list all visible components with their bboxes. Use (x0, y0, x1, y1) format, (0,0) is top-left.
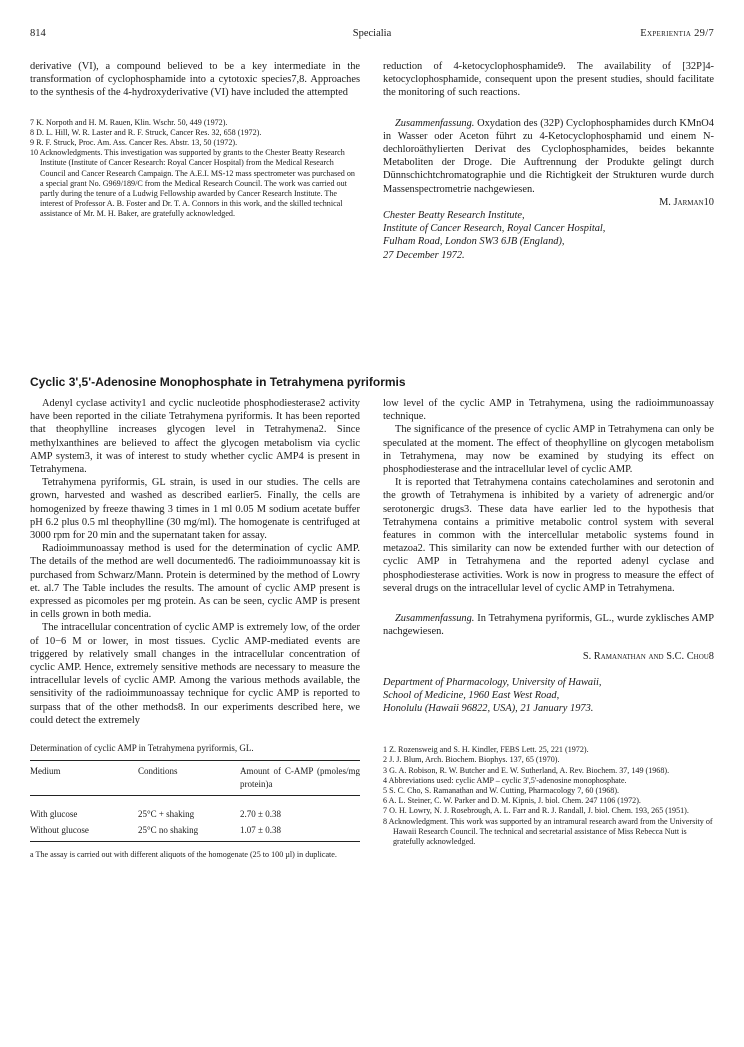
cell-amount: 2.70 ± 0.38 (240, 809, 281, 820)
affiliation-line: Chester Beatty Research Institute, (383, 210, 525, 222)
reference-item: 8 Acknowledgment. This work was supported by an intramural research award from the University of Hawaii Research Council. The technical and secretarial assistance of Miss Rebecca Nutt is gratefully acknowledged. (383, 816, 713, 847)
table-caption: Determination of cyclic AMP in Tetrahymena pyriformis, GL. (30, 743, 254, 754)
header-conditions: Conditions (138, 761, 240, 796)
summary-label: Zusammenfassung. (395, 117, 475, 129)
body-paragraph: It is reported that Tetrahymena contains catecholamines and serotonin and the growth of Tetrahymena is inhibited by a variety of adrenergic and/or serotonergic drugs3. These data have earlier led to the hypothesis that Tetrahymena contains a primitive metabolic control system with several features in common with the intercellular metabolic systems found in metazoa2. This similarity can now be extended further with our detection of cyclic AMP in Tetrahymena and the reported adenyl cyclase and phosphodiesterase activities. Work is now in progress to measure the effect of several drugs on the intracellular level of cyclic AMP in Tetrahymena. (383, 477, 714, 594)
section-title: Specialia (352, 28, 392, 39)
affiliation-line: Institute of Cancer Research, Royal Cancer Hospital, (383, 223, 606, 235)
body-paragraph: low level of the cyclic AMP in Tetrahymena, using the radioimmunoassay technique. (383, 398, 714, 423)
affiliation-line: Department of Pharmacology, University of Hawaii, (383, 676, 602, 688)
cell-medium: Without glucose (30, 823, 138, 842)
footnote-item: 7 K. Norpoth and H. M. Rauen, Klin. Wschr. 50, 449 (1972). (30, 117, 228, 127)
summary-text: In Tetrahymena pyriformis, GL., wurde zyklisches AMP nachgewiesen. (383, 613, 714, 638)
footnote-item: 10 Acknowledgments. This investigation was supported by grants to the Chester Beatty Research Institute (Institute of Cancer Research: Royal Cancer Hospital) from the Medical Research Council and Cancer Research Campaign. The A.E.I. MS-12 mass spectrometer was purchased on a special grant No. G969/189/C from the Medical Research Council. The work was carried out partly during the tenure of a Ludwig Fellowship awarded by Cancer Research Institute. The interest of Professor A. B. Foster and Dr. T. A. Connors in this work, and the skilled technical assistance of Mr. M. H. Baker, are gratefully acknowledged. (30, 148, 355, 219)
journal-reference: Experientia 29/7 (640, 28, 714, 39)
reference-item: 3 G. A. Robison, R. W. Butcher and E. W. Sutherland, A. Rev. Biochem. 37, 149 (1968). (383, 765, 670, 775)
article-title: Cyclic 3',5'-Adenosine Monophosphate in Tetrahymena pyriformis (30, 375, 406, 389)
affiliation-line: Fulham Road, London SW3 6JB (England), (383, 236, 565, 248)
top-left-column (30, 60, 360, 220)
summary-label: Zusammenfassung. (395, 613, 475, 625)
cell-medium: With glucose (30, 809, 78, 820)
continued-paragraph: reduction of 4-ketocyclophosphamide9. The availability of [32P]4-ketocyclophosphamide, consequent upon the present studies, should facilitate the monitoring of such reactions. (383, 61, 714, 99)
article-right-column (383, 397, 714, 847)
affiliation-line: School of Medicine, 1960 East West Road, (383, 689, 560, 701)
reference-item: 4 Abbreviations used: cyclic AMP – cyclic 3',5'-adenosine monophosphate. (383, 775, 627, 785)
affiliation (383, 209, 714, 262)
table-header-row (30, 761, 360, 796)
results-table-block (30, 743, 360, 860)
footnote-item: 9 R. F. Struck, Proc. Am. Ass. Cancer Res. Abstr. 13, 50 (1972). (30, 138, 238, 148)
header-amount: Amount of C-AMP (pmoles/mg protein)a (240, 761, 360, 796)
summary-paragraph (383, 117, 714, 196)
table-row (30, 823, 360, 842)
running-header (30, 28, 714, 42)
cell-conditions: 25°C + shaking (138, 809, 195, 820)
affiliation (383, 676, 714, 716)
body-paragraph: Tetrahymena pyriformis, GL strain, is used in our studies. The cells are grown, harvested and washed as described earlier5. Finally, the cells are homogenized by freeze thawing 3 times in 1 ml 0.05 M sodium acetate buffer pH 6.2 plus 0.5 ml theophylline (30 mg/ml). The homogenate is centrifuged at 3000 rpm for 20 min and the supernatant taken for assay. (30, 477, 360, 542)
body-paragraph: The intracellular concentration of cyclic AMP is extremely low, of the order of 10−6 M or lower, in most tissues. Cyclic AMP-mediated events are triggered by relatively small changes in the intracellular concentration of cyclic AMP. Hence, extremely sensitive methods are necessary to measure the intracellular levels of cyclic AMP. Among the various methods available, the sensitivity of the radioimmunoassay technique for cyclic AMP is reported to surpass that of the other methods8. In our experiments described here, we could detect the extremely (30, 622, 360, 726)
page-number: 814 (30, 28, 46, 39)
reference-item: 1 Z. Rozensweig and S. H. Kindler, FEBS Lett. 25, 221 (1972). (383, 745, 589, 755)
footnotes-prev-article (30, 118, 360, 220)
body-paragraph: Adenyl cyclase activity1 and cyclic nucleotide phosphodiesterase2 activity have been reported in the ciliate Tetrahymena pyriformis. It has been reported that theophylline increases glycogen level in Tetrahymena2. Since methylxanthines are believed to affect the glycogen metabolism via cyclic AMP system3, it was of interest to study whether cyclic AMP4 is present in Tetrahymena. (30, 398, 360, 476)
cell-conditions: 25°C no shaking (138, 823, 240, 842)
reference-item: 5 S. C. Cho, S. Ramanathan and W. Cutting, Pharmacology 7, 60 (1968). (383, 786, 620, 796)
summary-text: Oxydation des (32P) Cyclophosphamides durch KMnO4 in Wasser oder Aceton führt zu 4-Ketocyclophosphamid und einem N-dechloroäthylierten Derivat des Cyclophosphamides, beides bekannte Metaboliten der Droge. Die Auftrennung der Produkte gelingt durch Dünnschichtchromatographie und die Richtigkeit der Strukturen wurde durch Massenspectrometrie nachgewiesen. (383, 117, 714, 195)
references (383, 745, 714, 847)
table-row (30, 796, 360, 823)
reference-item: 6 A. L. Steiner, C. W. Parker and D. M. Kipnis, J. biol. Chem. 247 1106 (1972). (383, 796, 641, 806)
reference-item: 7 O. H. Lowry, N. J. Rosebrough, A. L. Farr and R. J. Randall, J. biol. Chem. 193, 265 (1951). (383, 806, 689, 816)
author-signature: M. Jarman10 (659, 196, 714, 208)
body-paragraph: Radioimmunoassay method is used for the determination of cyclic AMP. The details of the method are well documented6. The radioimmunoassay kit is purchased from Schwarz/Mann. Protein is determined by the method of Lowry et. al.7 The Table includes the results. The amount of cyclic AMP present is expressed as picomoles per mg protein. As can be seen, cyclic AMP is present in cells grown in both media. (30, 543, 360, 621)
table-footnote: a The assay is carried out with different aliquots of the homogenate (25 to 100 µl) in duplicate. (30, 849, 337, 859)
reference-item: 2 J. J. Blum, Arch. Biochem. Biophys. 137, 65 (1970). (383, 755, 560, 765)
footnote-item: 8 D. L. Hill, W. R. Laster and R. F. Struck, Cancer Res. 32, 658 (1972). (30, 127, 262, 137)
body-paragraph: The significance of the presence of cyclic AMP in Tetrahymena can only be speculated at the moment. The effect of theophylline on glycogen metabolism in Tetrahymena, may now be examined by studying its effect on phosphodiesterase and the intracellular level of cyclic AMP. (383, 424, 714, 476)
author-signature: S. Ramanathan and S.C. Chou8 (582, 651, 714, 663)
top-right-column (383, 60, 714, 262)
article-left-column (30, 397, 360, 860)
affiliation-line: 27 December 1972. (383, 249, 465, 261)
summary-paragraph (383, 612, 714, 638)
affiliation-line: Honolulu (Hawaii 96822, USA), 21 January 1973. (383, 703, 594, 715)
cell-amount: 1.07 ± 0.38 (240, 823, 360, 842)
results-table (30, 760, 360, 842)
header-medium: Medium (30, 761, 138, 796)
continued-paragraph: derivative (VI), a compound believed to be a key intermediate in the transformation of cyclophosphamide into a cytotoxic species7,8. Approaches to the synthesis of the 4-hydroxyderivative (VI) have included the attempted (30, 61, 360, 99)
